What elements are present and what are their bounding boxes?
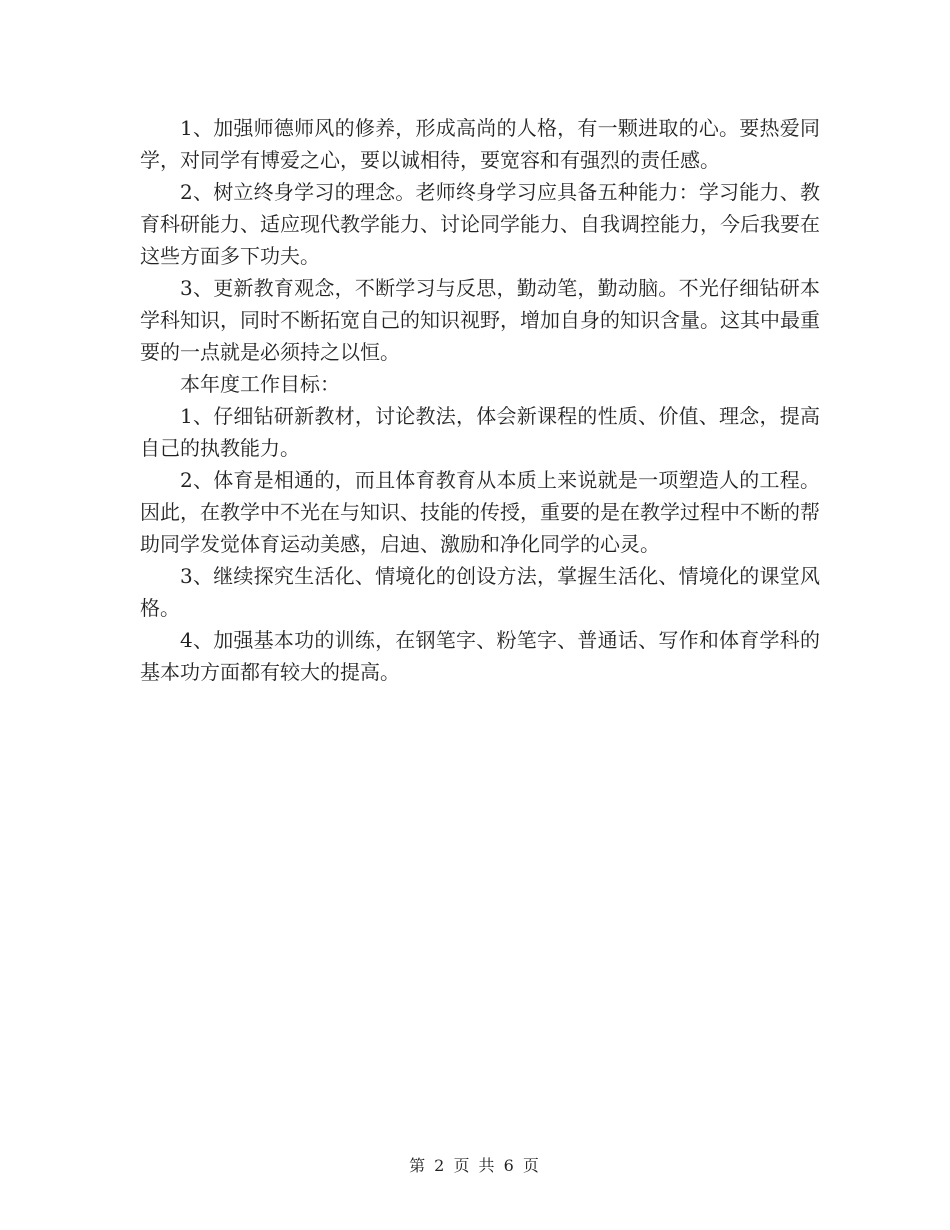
paragraph-2: 2、树立终身学习的理念。老师终身学习应具备五种能力：学习能力、教育科研能力、适应现代教学能力、讨论同学能力、自我调控能力，今后我要在这些方面多下功夫。 [140,180,820,268]
paragraph-1: 1、加强师德师风的修养，形成高尚的人格，有一颗进取的心。要热爱同学，对同学有博爱之心，要以诚相待，要宽容和有强烈的责任感。 [140,116,820,172]
paragraph-4: 1、仔细钻研新教材，讨论教法，体会新课程的性质、价值、理念，提高自己的执教能力。 [140,404,820,460]
paragraph-5: 2、体育是相通的，而且体育教育从本质上来说就是一项塑造人的工程。因此，在教学中不光在与知识、技能的传授，重要的是在教学过程中不断的帮助同学发觉体育运动美感，启迪、激励和净化同学的心灵。 [140,468,820,556]
paragraph-7: 4、加强基本功的训练，在钢笔字、粉笔字、普通话、写作和体育学科的基本功方面都有较大的提高。 [140,628,820,684]
document-body [140,112,820,688]
section-heading: 本年度工作目标： [180,372,340,396]
paragraph-3: 3、更新教育观念，不断学习与反思，勤动笔，勤动脑。不光仔细钻研本学科知识，同时不断拓宽自己的知识视野，增加自身的知识含量。这其中最重要的一点就是必须持之以恒。 [140,276,820,364]
page-number-footer: 第 2 页 共 6 页 [409,1156,541,1175]
paragraph-6: 3、继续探究生活化、情境化的创设方法，掌握生活化、情境化的课堂风格。 [140,564,820,620]
